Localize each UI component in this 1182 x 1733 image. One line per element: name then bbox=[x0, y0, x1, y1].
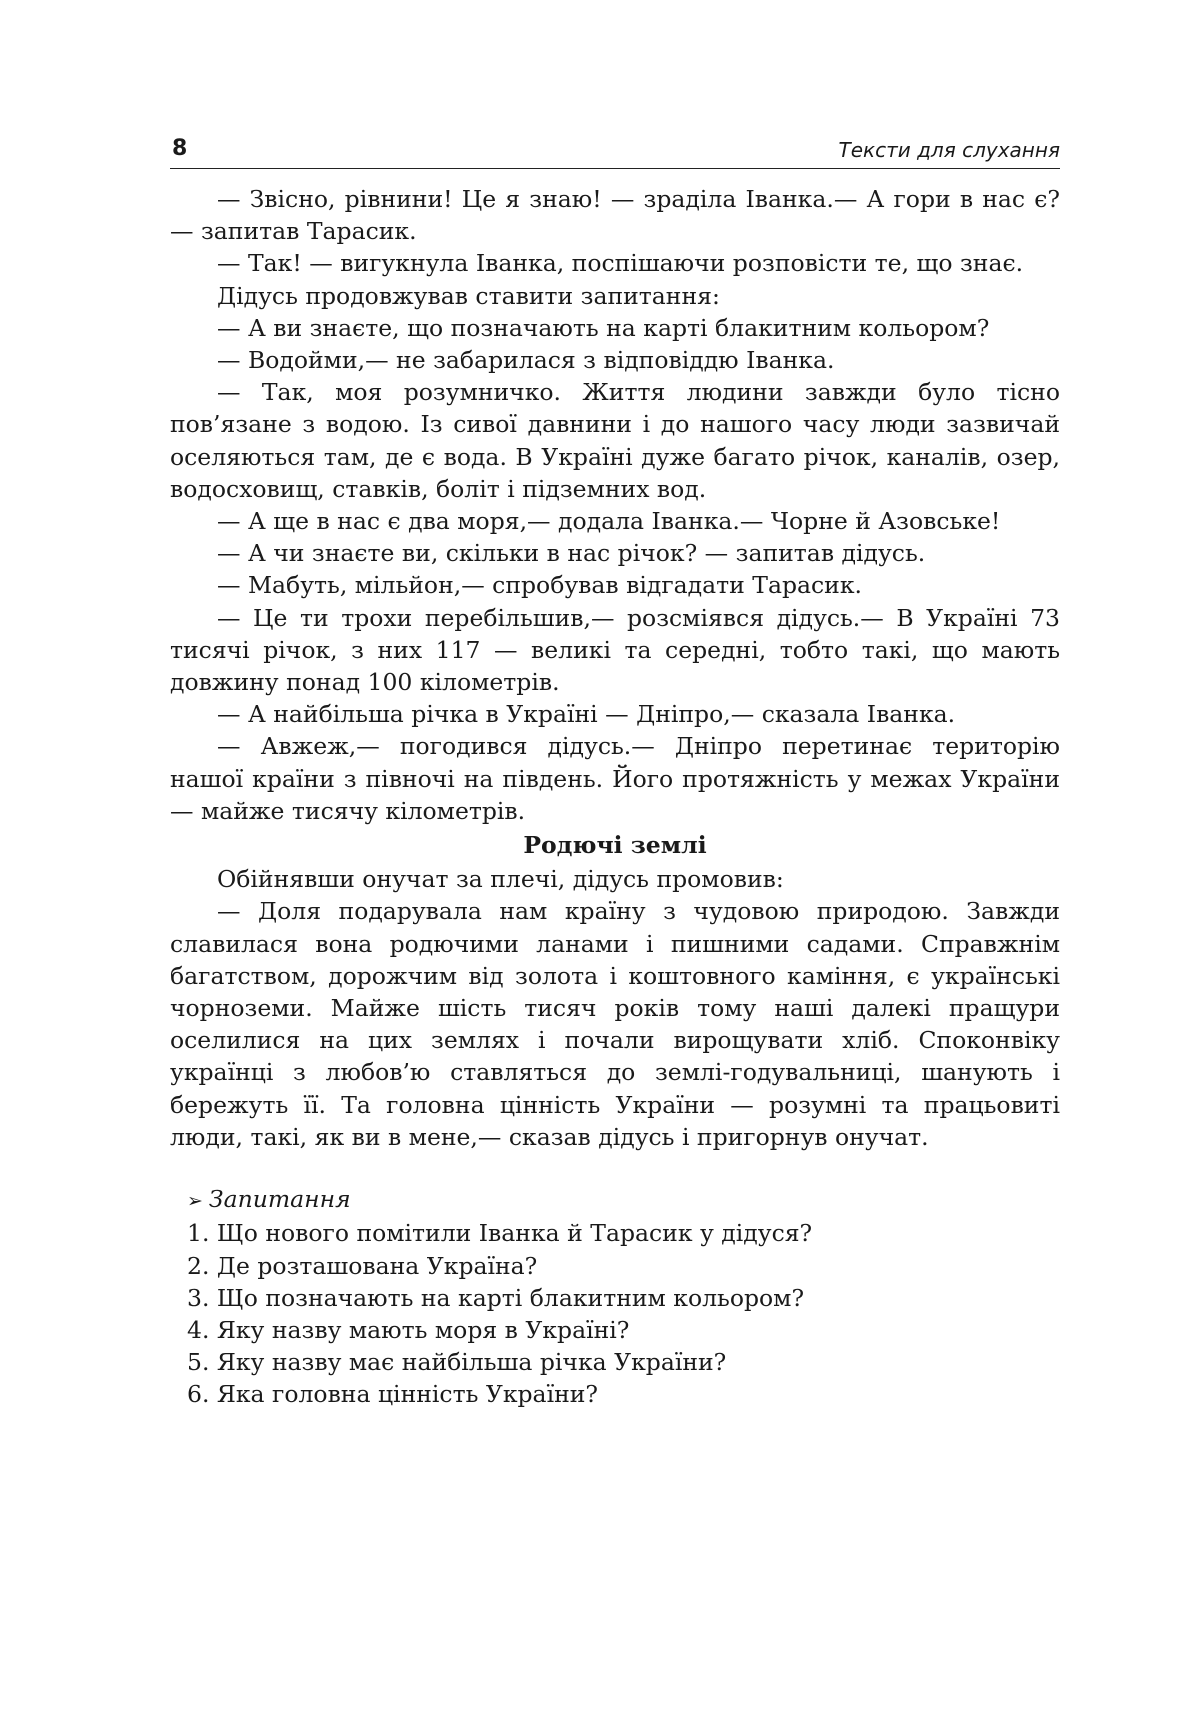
questions-heading-label: Запитання bbox=[208, 1185, 351, 1214]
paragraph: — Доля подарувала нам країну з чудовою природою. Завжди славилася вона родючими ланами і пишними садами. Справжнім багатством, дорожчим від золота і коштовного каміння, є українські чорноземи. Майже шість тисяч років тому наші далекі пращури оселилися на цих землях і почали вирощувати хліб. Споконвіку українці з любов’ю ставляться до землі-годувальниці, шанують і бережуть її. Та головна цінність України — розумні та працьовиті люди, такі, як ви в мене,— сказав дідусь і пригорнув онучат. bbox=[170, 897, 1060, 1151]
question-item: 1. Що нового помітили Іванка й Тарасик у дідуся? bbox=[187, 1219, 813, 1248]
arrow-bullet-icon: ➢ bbox=[187, 1190, 203, 1213]
paragraph: — Так! — вигукнула Іванка, поспішаючи розповісти те, що знає. bbox=[217, 249, 1024, 278]
paragraph: — Так, моя розумничко. Життя людини завжди було тісно пов’язане з водою. Із сивої давнини і до нашого часу люди зазвичай оселяються там, де є вода. В Україні дуже багато річок, каналів, озер, водосховищ, ставків, боліт і підземних вод. bbox=[170, 378, 1060, 503]
page-header bbox=[170, 130, 1060, 169]
paragraph: — А найбільша річка в Україні — Дніпро,— сказала Іванка. bbox=[217, 700, 956, 729]
running-title: Тексти для слухання bbox=[838, 138, 1060, 162]
paragraph: — А ви знаєте, що позначають на карті блакитним кольором? bbox=[217, 313, 990, 342]
section-title: Родючі землі bbox=[523, 831, 707, 860]
paragraph: — Звісно, рівнини! Це я знаю! — зраділа Іванка.— А гори в нас є? — запитав Тарасик. bbox=[170, 185, 1060, 246]
paragraph: — Мабуть, мільйон,— спробував відгадати Тарасик. bbox=[217, 571, 862, 600]
paragraph: — А ще в нас є два моря,— додала Іванка.— Чорне й Азовське! bbox=[217, 507, 1001, 536]
paragraph: — Авжеж,— погодився дідусь.— Дніпро перетинає територію нашої країни з півночі на південь. Його протяжність у межах України — майже тисячу кілометрів. bbox=[170, 732, 1060, 825]
paragraph: — Водойми,— не забарилася з відповіддю Іванка. bbox=[217, 346, 835, 375]
questions-block bbox=[170, 1183, 1060, 1410]
paragraph: Дідусь продовжував ставити запитання: bbox=[217, 281, 720, 310]
paragraph: — Це ти трохи перебільшив,— розсміявся дідусь.— В Україні 73 тисячі річок, з них 117 — великі та середні, тобто такі, що мають довжину понад 100 кілометрів. bbox=[170, 603, 1060, 697]
page-number: 8 bbox=[172, 136, 188, 161]
questions-heading bbox=[187, 1183, 1060, 1217]
question-item: 6. Яка головна цінність України? bbox=[187, 1380, 599, 1409]
question-item: 4. Яку назву мають моря в Україні? bbox=[187, 1315, 630, 1344]
page-body bbox=[170, 183, 1060, 1411]
paragraph: — А чи знаєте ви, скільки в нас річок? — запитав дідусь. bbox=[217, 539, 926, 568]
question-item: 3. Що позначають на карті блакитним кольором? bbox=[187, 1283, 805, 1312]
question-item: 2. Де розташована Україна? bbox=[187, 1251, 538, 1280]
question-item: 5. Яку назву має найбільша річка України? bbox=[187, 1348, 727, 1377]
paragraph: Обійнявши онучат за плечі, дідусь промовив: bbox=[217, 865, 784, 894]
